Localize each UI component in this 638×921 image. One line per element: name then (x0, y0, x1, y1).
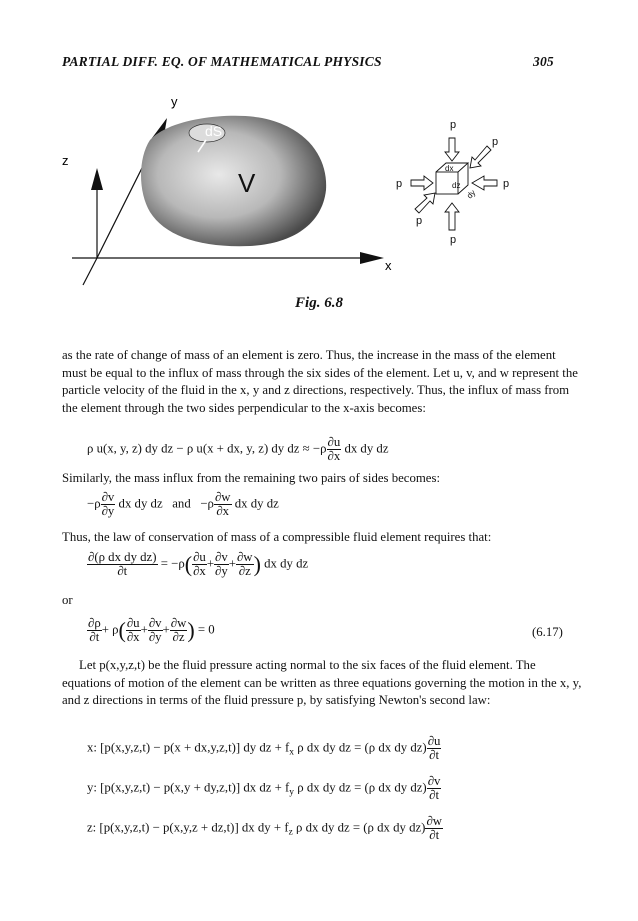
figure-caption: Fig. 6.8 (295, 295, 343, 311)
label-ds: dS (205, 123, 223, 139)
label-z: z (62, 153, 69, 168)
z-axis-arrowhead (91, 168, 103, 190)
page-number: 305 (533, 54, 554, 69)
svg-text:dy: dy (465, 188, 478, 201)
equation-mass-influx-yz: −ρ $\frac{\partial v}{\partial y}$ dx dy dz and −ρ $\frac{\partial w}{\partial x}$ dx dy dz (87, 490, 279, 518)
svg-text:dx: dx (445, 164, 454, 173)
equation-motion-x: x: [p(x,y,z,t) − p(x + dx,y,z,t)] dy dz + $f_x$ ρ dx dy dz = (ρ dx dy dz) $\frac{\partial u}{\partial t}$ (87, 734, 441, 762)
equation-conservation: $\frac{\text{∂(ρ dx dy dz)}}{\partial t}$ = −ρ( $\frac{\partial u}{\partial x}$ + $\frac{\partial v}{\partial y}$ + $\frac{\partial w}{\partial z}$ ) dx dy dz (88, 550, 309, 578)
equation-number: (6.17) (532, 625, 563, 639)
label-y: y (171, 94, 178, 109)
word-or: or (62, 593, 73, 607)
x-axis-arrowhead (360, 252, 384, 264)
svg-text:p: p (450, 119, 457, 131)
running-header: PARTIAL DIFF. EQ. OF MATHEMATICAL PHYSICS (62, 54, 382, 69)
volume-body (141, 116, 326, 246)
svg-text:p: p (396, 178, 403, 190)
svg-text:dz: dz (452, 181, 461, 190)
equation-motion-y: y: [p(x,y,z,t) − p(x,y + dy,z,t)] dx dz + $f_y$ ρ dx dy dz = (ρ dx dy dz) $\frac{\partial v}{\partial t}$ (87, 774, 441, 802)
paragraph-mass-influx: as the rate of change of mass of an element is zero. Thus, the increase in the mass of the element must be equal to the influx of mass through the six sides of the element. Let u, v, and w represent the particle velocity of the fluid in the x, y and z directions, respectively. Thus, the influx of mass from the element through the two sides perpendicular to the x-axis becomes: (62, 348, 578, 415)
equation-continuity: $\frac{\partial\rho}{\partial t}$ + ρ( $\frac{\partial u}{\partial x}$ + $\frac{\partial v}{\partial y}$ + $\frac{\partial w}{\partial z}$ ) = 0 (88, 616, 215, 644)
paragraph-similarly: Similarly, the mass influx from the remaining two pairs of sides becomes: (62, 471, 441, 485)
equation-mass-influx-x: ρ u(x, y, z) dy dz − ρ u(x + dx, y, z) dy dz ≈ −ρ $\frac{\partial u}{\partial x}$ dx dy dz (87, 435, 389, 463)
svg-text:p: p (450, 234, 457, 246)
svg-text:p: p (492, 136, 499, 148)
paragraph-conservation: Thus, the law of conservation of mass of a compressible fluid element requires that: (62, 530, 492, 544)
figure-6-8 (0, 0, 638, 290)
paragraph-pressure: Let p(x,y,z,t) be the fluid pressure acting normal to the six faces of the fluid element. The equations of motion of the element can be written as three equations governing the motion in the x, y, and z directions in terms of the fluid pressure p, by satisfying Newton's second law: (62, 658, 582, 708)
svg-text:p: p (503, 178, 510, 190)
equation-motion-z: z: [p(x,y,z,t) − p(x,y,z + dz,t)] dx dy + $f_z$ ρ dx dy dz = (ρ dx dy dz) $\frac{\partial w}{\partial t}$ (87, 814, 443, 842)
label-v: V (238, 168, 256, 198)
label-x: x (385, 258, 392, 273)
svg-text:p: p (416, 215, 423, 227)
